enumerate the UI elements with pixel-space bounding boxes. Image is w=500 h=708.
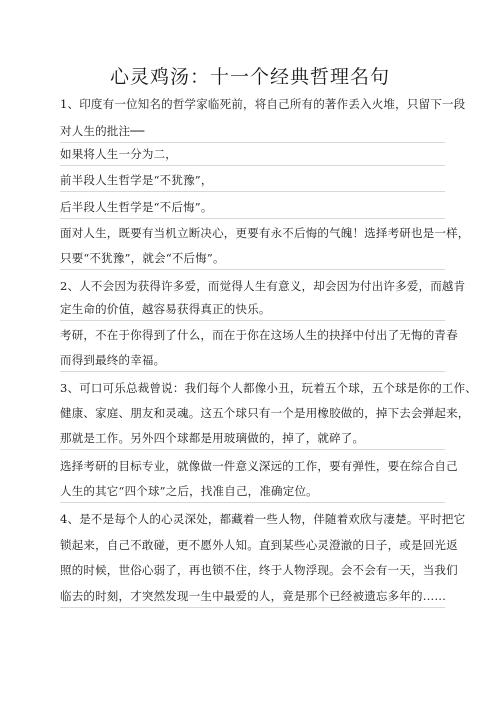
text-line: 后半段人生哲学是“不后悔”。: [60, 200, 445, 219]
text-line: 1、印度有一位知名的哲学家临死前，将自己所有的著作丢入火堆，只留下一段: [60, 97, 466, 111]
text-line: 4、是不是每个人的心灵深处，都藏着一些人物，伴随着欢欣与凄楚。平时把它: [60, 512, 466, 526]
text-line: 选择考研的目标专业，就像做一件意义深远的工作，要有弹性，要在综合自己: [60, 459, 458, 473]
text-line: 而得到最终的幸福。: [60, 353, 445, 372]
text-line: 定生命的价值，越容易获得真正的快乐。: [60, 302, 445, 321]
text-line: 那就是工作。另外四个球都是用玻璃做的，掉了，就碎了。: [60, 431, 445, 450]
text-line: 照的时候，世俗心弱了，再也锁不住，终于人物浮现。会不会有一天，当我们: [60, 563, 458, 577]
text-line: 健康、家庭、朋友和灵魂。这五个球只有一个是用橡胶做的，掉下去会弹起来，: [60, 406, 470, 420]
text-line: 锁起来，自己不敢碰，更不愿外人知。直到某些心灵澄澈的日子，或是回光返: [60, 538, 458, 552]
text-line: 对人生的批注──: [60, 124, 445, 143]
text-line: 如果将人生一分为二，: [60, 147, 445, 166]
text-line: 3、可口可乐总裁曾说：我们每个人都像小丑，玩着五个球，五个球是你的工作、: [60, 381, 478, 395]
text-line: 2、人不会因为获得许多爱，而觉得人生有意义，却会因为付出许多爱，而越肯: [60, 279, 466, 293]
text-line: 面对人生，既要有当机立断决心，更要有永不后悔的气魄！选择考研也是一样，: [60, 226, 470, 240]
document-title: 心灵鸡汤：十一个经典哲理名句: [109, 66, 390, 88]
text-line: 临去的时刻，才突然发现一生中最爱的人，竟是那个已经被遗忘多年的……: [60, 589, 445, 608]
text-line: 人生的其它“四个球”之后，找准自己，准确定位。: [60, 484, 445, 503]
text-line: 考研，不在于你得到了什么，而在于你在这场人生的抉择中付出了无悔的青春: [60, 328, 458, 342]
text-line: 前半段人生哲学是“不犹豫”，: [60, 173, 445, 192]
text-line: 只要“不犹豫”，就会“不后悔”。: [60, 251, 445, 270]
